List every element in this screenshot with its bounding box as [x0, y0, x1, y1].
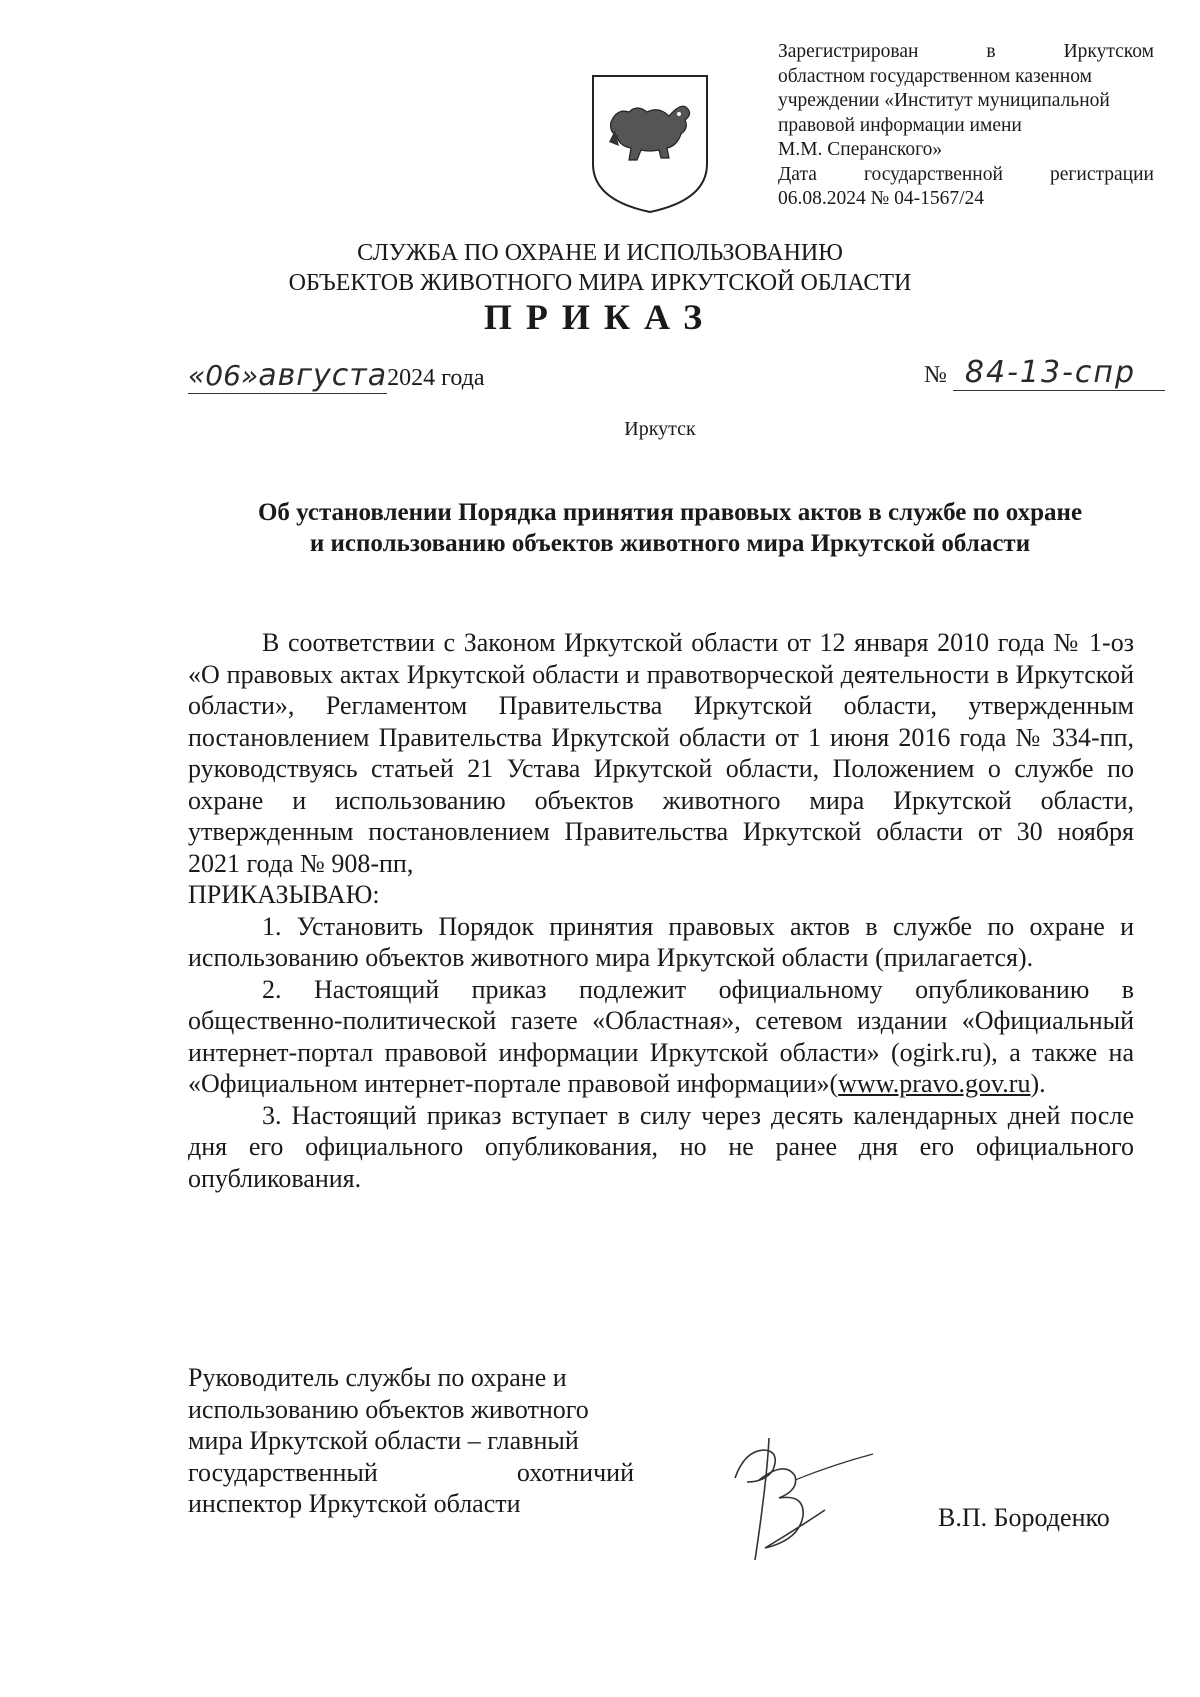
- document-date: [188, 358, 485, 394]
- registration-line3: учреждении «Институт муниципальной: [778, 90, 1110, 111]
- registration-line1-right: Иркутском: [1063, 41, 1154, 62]
- title-line2: и использованию объектов животного мира Иркутской области: [309, 530, 1031, 557]
- number-value: 84-13-спр: [953, 355, 1165, 391]
- document-title: [190, 497, 1150, 559]
- registration-line6-left: Дата: [778, 163, 817, 185]
- pravo-link[interactable]: www.pravo.gov.ru: [838, 1069, 1031, 1098]
- agency-name-line2: ОБЪЕКТОВ ЖИВОТНОГО МИРА ИРКУТСКОЙ ОБЛАСТИ: [288, 270, 912, 296]
- signer-line1: Руководитель службы по охране и: [188, 1363, 567, 1392]
- document-body: [188, 627, 1134, 1194]
- order-item-2: [188, 974, 1134, 1100]
- signer-title: [188, 1362, 634, 1520]
- order-word: ПРИКАЗЫВАЮ:: [188, 880, 380, 909]
- item-2-text: 2. Настоящий приказ подлежит официальному опубликованию в общественно-политической газете «Областная», сетевом издании «Официальный интернет-портал правовой информации Иркутской области» (ogirk.ru), а также на «Официальном интернет-портале правовой информации»(: [188, 974, 1134, 1098]
- registration-line1-left: Зарегистрирован: [778, 41, 919, 62]
- signer-line5: инспектор Иркутской области: [188, 1489, 521, 1518]
- irkutsk-coat-of-arms-icon: [589, 72, 711, 214]
- document-type-heading: ПРИКАЗ: [483, 297, 717, 337]
- signer-line3: мира Иркутской области – главный: [188, 1426, 579, 1455]
- handwritten-signature: [725, 1420, 875, 1570]
- registration-line4: правовой информации имени: [778, 114, 1022, 136]
- agency-name-line1: СЛУЖБА ПО ОХРАНЕ И ИСПОЛЬЗОВАНИЮ: [357, 240, 843, 266]
- registration-line2: областном государственном казенном: [778, 65, 1092, 87]
- signer-line2: использованию объектов животного: [188, 1394, 589, 1424]
- number-sign: №: [924, 362, 947, 388]
- order-item-3: 3. Настоящий приказ вступает в силу через десять календарных дней после дня его официального опубликования, но не ранее дня его официального опубликования.: [188, 1100, 1134, 1193]
- order-item-1: 1. Установить Порядок принятия правовых актов в службе по охране и использованию объектов животного мира Иркутской области (прилагается).: [188, 911, 1134, 972]
- registration-line5: М.М. Сперанского»: [778, 139, 943, 160]
- preamble-paragraph: В соответствии с Законом Иркутской области от 12 января 2010 года № 1-оз «О правовых актах Иркутской области и правотворческой деятельности в Иркутской области», Регламентом Правительства Иркутской области, утвержденным постановлением Правительства Иркутской области от 1 июня 2016 года № 334-пп, руководствуясь статьей 21 Устава Иркутской области, Положением о службе по охране и использованию объектов животного мира Иркутской области, утвержденным постановлением Правительства Иркутской области от 30 ноября 2021 года № 908-пп,: [188, 628, 1134, 878]
- signer-line4-left: государственный: [188, 1457, 378, 1487]
- registration-number: 06.08.2024 № 04-1567/24: [778, 188, 985, 209]
- document-number: [924, 355, 1165, 391]
- registration-line6-mid: государственной: [863, 163, 1003, 185]
- date-day: 06: [205, 359, 241, 392]
- date-month: августа: [258, 358, 388, 393]
- date-year: 2024 года: [387, 365, 485, 391]
- signer-line4-right: охотничий: [516, 1457, 634, 1487]
- date-open-quote: «: [188, 359, 206, 392]
- date-close-quote: »: [240, 359, 259, 392]
- signer-name: В.П. Бороденко: [938, 1503, 1110, 1532]
- title-line1: Об установлении Порядка принятия правовых актов в службе по охране: [257, 499, 1083, 526]
- registration-line1-mid: в: [986, 41, 996, 62]
- document-city: Иркутск: [624, 418, 696, 440]
- registration-line6-right: регистрации: [1050, 163, 1154, 185]
- registration-stamp: [778, 40, 1154, 212]
- item-2-end: ).: [1030, 1069, 1046, 1098]
